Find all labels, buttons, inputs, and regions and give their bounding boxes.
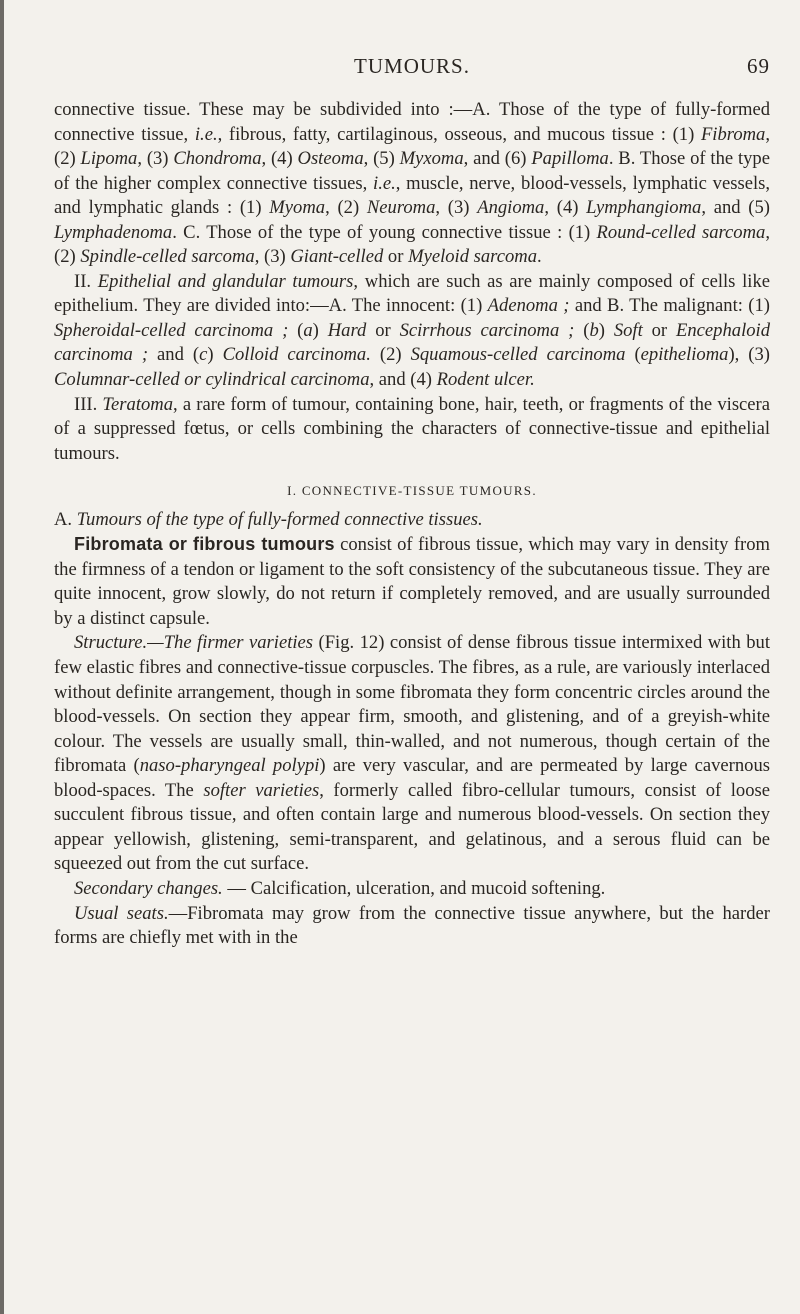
paragraph-structure: Structure.—The firmer varieties (Fig. 12) consist of dense fibrous tissue intermixed with but few elastic fibres and connective-tissue corpuscles. The fibres, as a rule, are variously interlaced without definite arrangement, though in some fibromata they form concentric circles around the blood-vessels. On section they appear firm, smooth, and glistening, and of a greyish-white colour. The vessels are usually small, thin-walled, and not numerous, though certain of the fibromata (naso-pharyngeal polypi) are very vascular, and are permeated by large cavernous blood-spaces. The softer varieties, formerly called fibro-cellular tumours, consist of loose succulent fibrous tissue, and often contain large and numerous blood-vessels. On section they appear yellowish, glistening, semi-transparent, and gelatinous, and a serous fluid can be squeezed out from the cut surface. bbox=[54, 632, 770, 875]
paragraph-fibromata: Fibromata or fibrous tumours consist of fibrous tissue, which may vary in density from the firmness of a tendon or ligament to the soft consistency of the subcutaneous tissue. They are quite innocent, grow slowly, do not return if completely removed, and are usually surrounded by a distinct capsule. bbox=[54, 534, 770, 629]
paragraph-teratoma: III. Teratoma, a rare form of tumour, containing bone, hair, teeth, or fragments of the viscera of a suppressed fœtus, or cells combining the characters of connective-tissue and epithelial tumours. bbox=[54, 393, 771, 464]
sub-heading: A. Tumours of the type of fully-formed connective tissues. bbox=[54, 508, 483, 530]
paragraph-epithelial-tumours: II. Epithelial and glandular tumours, which are such as are mainly composed of cells like epithelium. They are divided into:—A. The innocent: (1) Adenoma ; and B. The malignant: (1) Spheroidal-celled carcinoma ; (a) Hard or Scirrhous carcinoma ; (b) Soft or Encephaloid carcinoma ; and (c) Colloid carcinoma. (2) Squamous-celled carcinoma (epithelioma), (3) Columnar-celled or cylindrical carcinoma, and (4) Rodent ulcer. bbox=[54, 270, 770, 391]
page-number: 69 bbox=[747, 54, 770, 78]
running-title: TUMOURS. bbox=[354, 54, 470, 78]
book-page bbox=[54, 52, 770, 951]
running-head bbox=[54, 52, 770, 82]
bold-term-fibromata: Fibromata or fibrous tumours bbox=[74, 534, 335, 555]
paragraph-usual-seats: Usual seats.—Fibromata may grow from the connective tissue anywhere, but the harder forms are chiefly met with in the bbox=[54, 902, 770, 949]
paragraph-classification-continued: connective tissue. These may be subdivided into :—A. Those of the type of fully-formed connective tissue, i.e., fibrous, fatty, cartilaginous, osseous, and mucous tissue : (1) Fibroma, (2) Lipoma, (3) Chondroma, (4) Osteoma, (5) Myxoma, and (6) Papilloma. B. Those of the type of the higher complex connective tissues, i.e., muscle, nerve, blood-vessels, lymphatic vessels, and lymphatic glands : (1) Myoma, (2) Neuroma, (3) Angioma, (4) Lymphangioma, and (5) Lymphadenoma. C. Those of the type of young connective tissue : (1) Round-celled sarcoma, (2) Spindle-celled sarcoma, (3) Giant-celled or Myeloid sarcoma. bbox=[54, 99, 771, 268]
paragraph-secondary-changes: Secondary changes. — Calcification, ulceration, and mucoid softening. bbox=[74, 877, 606, 899]
section-heading: I. CONNECTIVE-TISSUE TUMOURS. bbox=[287, 483, 537, 499]
body-text bbox=[54, 98, 770, 951]
page-edge-shadow bbox=[0, 0, 4, 1314]
